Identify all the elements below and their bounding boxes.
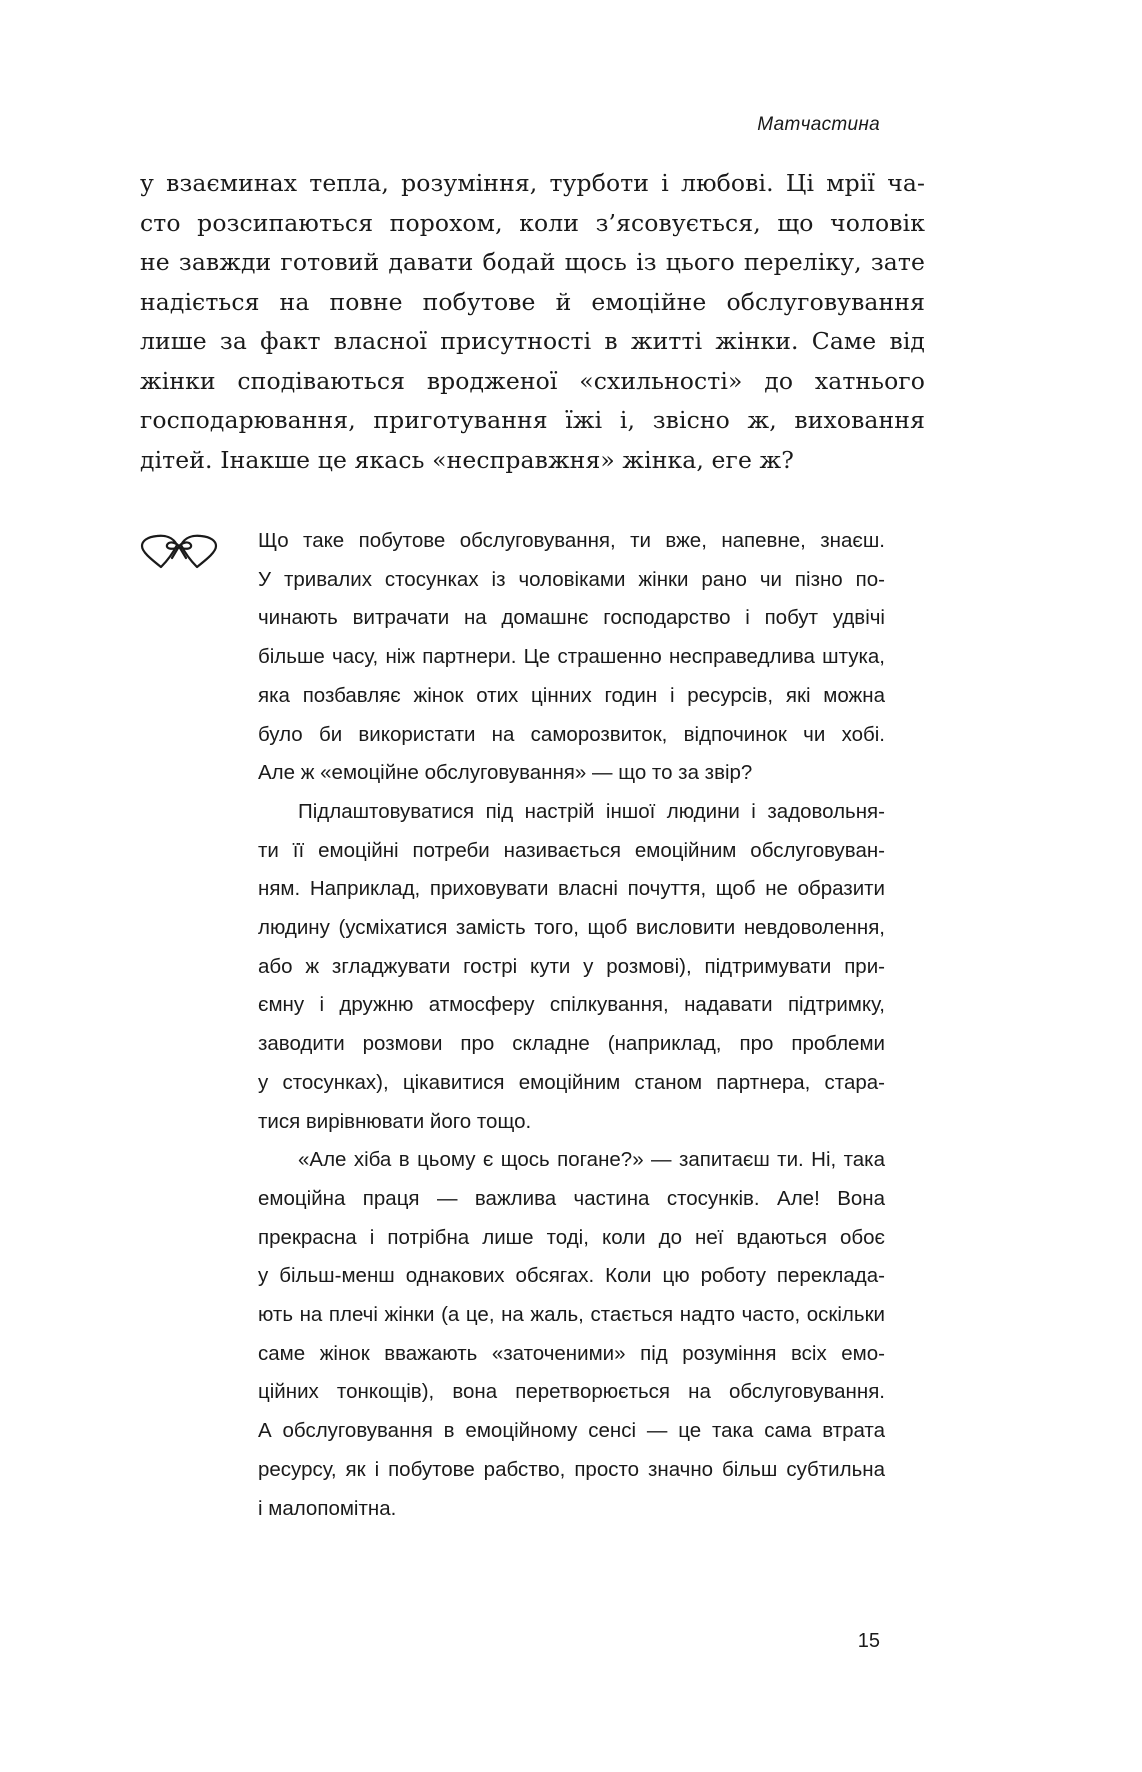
sidebar-line: у більш-менш однакових обсягах. Коли цю роботу переклада- — [258, 1264, 885, 1288]
sidebar-line: ють на плечі жінки (а це, на жаль, стається надто часто, оскільки — [258, 1303, 885, 1327]
sidebar-line: А обслуговування в емоційному сенсі — це така сама втрата — [258, 1419, 885, 1443]
intro-line: дітей. Інакше це якась «несправжня» жінка, еге ж? — [140, 445, 794, 474]
sidebar-line: заводити розмови про складне (наприклад, про проблеми — [258, 1032, 885, 1056]
sidebar-line: ти її емоційні потреби називається емоційним обслуговуван- — [258, 838, 885, 862]
sidebar-line: ресурсу, як і побутове рабство, просто значно більш субтильна — [258, 1457, 885, 1481]
sidebar-line: ційних тонкощів), вона перетворюється на обслуговування. — [258, 1380, 885, 1404]
sidebar-line: Але ж «емоційне обслуговування» — що то за звір? — [258, 761, 753, 785]
intro-line: жінки сподіваються вродженої «схильності» до хатнього — [140, 366, 925, 395]
sidebar-line: ємну і дружню атмосферу спілкування, надавати підтримку, — [258, 993, 885, 1017]
sidebar-line: емоційна праця — важлива частина стосунків. Але! Вона — [258, 1186, 885, 1210]
sidebar-line: було би використати на саморозвиток, відпочинок чи хобі. — [258, 722, 885, 746]
intro-line: у взаєминах тепла, розуміння, турботи і любові. Ці мрії ча- — [140, 169, 925, 197]
sidebar-line: людину (усміхатися замість того, щоб висловити невдоволення, — [258, 916, 885, 940]
intro-line: надіється на повне побутове й емоційне обслуговування — [140, 287, 925, 316]
sidebar-line: Що таке побутове обслуговування, ти вже, напевне, знаєш. — [258, 529, 885, 552]
sidebar-line: тися вирівнювати його тощо. — [258, 1109, 532, 1133]
sidebar-line: У тривалих стосунках із чоловіками жінки рано чи пізно по- — [258, 567, 885, 591]
sidebar-line: або ж згладжувати гострі кути у розмові), підтримувати при- — [258, 954, 885, 978]
sidebar-line: ням. Наприклад, приховувати власні почуття, щоб не образити — [258, 877, 885, 901]
sidebar-line: яка позбавляє жінок отих цінних годин і ресурсів, які можна — [258, 683, 885, 707]
sidebar-line: у стосунках), цікавитися емоційним станом партнера, стара- — [258, 1070, 885, 1094]
page-number: 15 — [857, 1630, 880, 1652]
sidebar-line: Підлаштовуватися під настрій іншої людини і задовольня- — [298, 799, 885, 823]
intro-paragraph — [140, 164, 925, 480]
sidebar-text — [258, 522, 885, 1528]
intro-line: господарювання, приготування їжі і, звісно ж, виховання — [140, 406, 925, 434]
sidebar-line: і малопомітна. — [258, 1496, 397, 1520]
sidebar-line: прекрасна і потрібна лише тоді, коли до неї вдаються обоє — [258, 1225, 885, 1249]
intro-line: лише за факт власної присутності в житті жінки. Саме від — [140, 327, 925, 355]
running-head: Матчастина — [757, 114, 880, 135]
sidebar-line: «Але хіба в цьому є щось погане?» — запитаєш ти. Ні, така — [298, 1148, 885, 1172]
intro-line: сто розсипаються порохом, коли з’ясовується, що чоловік — [140, 208, 925, 237]
sidebar-line: саме жінок вважають «заточеними» під розуміння всіх емо- — [258, 1341, 885, 1365]
intro-line: не завжди готовий давати бодай щось із цього переліку, зате — [140, 248, 925, 276]
sidebar-line: чинають витрачати на домашнє господарство і побут удвічі — [258, 606, 885, 630]
heart-bow-icon — [139, 533, 219, 569]
sidebar-line: більше часу, ніж партнери. Це страшенно несправедлива штука, — [258, 645, 885, 669]
